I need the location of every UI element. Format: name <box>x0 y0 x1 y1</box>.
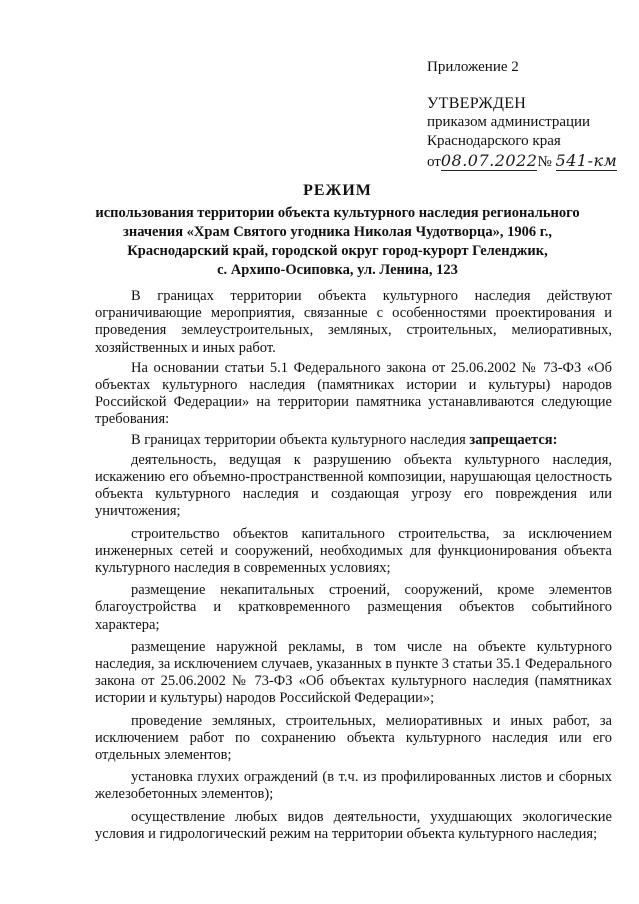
paragraph-3-lead: В границах территории объекта культурного наследия <box>131 431 470 448</box>
order-line-2: Краснодарского края <box>427 133 561 149</box>
order-date-line <box>427 151 617 173</box>
paragraph-7: размещение наружной рекламы, в том числе на объекте культурного наследия, за исключением случаев, указанных в пункте 3 статьи 35.1 Федерального закона от 25.06.2002 № 73-ФЗ «Об объектах культурного наследия (памятниках истории и культуры) народов Российской Федерации»; <box>95 638 612 707</box>
handwritten-number: 541-км <box>555 151 618 170</box>
paragraph-9: установка глухих ограждений (в т.ч. из профилированных листов и сборных железобетонных элементов); <box>95 769 612 803</box>
paragraph-6: размещение некапитальных строений, сооружений, кроме элементов благоустройства и кратковременного размещения объектов событийного характера; <box>95 582 612 633</box>
title-line-2: значения «Храм Святого угодника Николая Чудотворца», 1906 г., <box>123 224 552 240</box>
paragraph-4: деятельность, ведущая к разрушению объекта культурного наследия, искажению его объемно-пространственной композиции, нарушающая целостность объекта культурного наследия и создающая угрозу его повреждения или уничтожения; <box>95 451 612 520</box>
title-line-1: использования территории объекта культурного наследия регионального <box>95 205 580 221</box>
paragraph-5: строительство объектов капитального строительства, за исключением инженерных сетей и сооружений, необходимых для функционирования объекта культурного наследия в современных условиях; <box>95 525 612 577</box>
document-title <box>60 182 615 280</box>
title-line-3: Краснодарский край, городской округ город-курорт Геленджик, <box>127 243 548 259</box>
paragraph-1: В границах территории объекта культурного наследия действуют ограничивающие мероприятия, связанные с особенностями проектирования и проведения землеустроительных, земляных, строительных, мелиоративных, хозяйственных и иных работ. <box>95 288 612 356</box>
number-prefix: № <box>537 154 552 170</box>
date-prefix: от <box>427 154 441 170</box>
paragraph-8: проведение земляных, строительных, мелиоративных и иных работ, за исключением работ по сохранению объекта культурного наследия или его отдельных элементов; <box>95 712 612 764</box>
approved-label: УТВЕРЖДЕН <box>427 95 527 112</box>
appendix-label: Приложение 2 <box>427 59 519 75</box>
handwritten-date: 08.07.2022 <box>440 151 538 170</box>
prohibited-label: запрещается: <box>469 431 558 448</box>
approval-block <box>427 58 617 173</box>
title-line-4: с. Архипо-Осиповка, ул. Ленина, 123 <box>217 262 458 278</box>
document-body <box>95 288 612 843</box>
paragraph-10: осуществление любых видов деятельности, ухудшающих экологические условия и гидрологический режим на территории объекта культурного наследия; <box>95 808 612 842</box>
paragraph-2: На основании статьи 5.1 Федерального закона от 25.06.2002 № 73-ФЗ «Об объектах культурного наследия (памятниках истории и культуры) народов Российской Федерации» на территории памятника устанавливаются следующие требования: <box>95 359 612 428</box>
paragraph-3 <box>95 432 612 449</box>
order-line-1: приказом администрации <box>427 114 591 130</box>
title-heading: РЕЖИМ <box>303 182 372 199</box>
